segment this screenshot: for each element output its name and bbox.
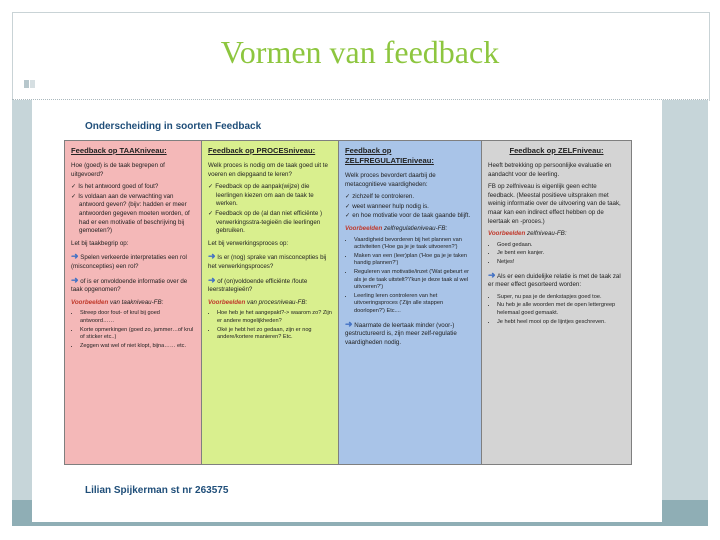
examples-title: Voorbeelden van procesniveau-FB: xyxy=(208,298,308,306)
column-intro-2: FB op zelfniveau is eigenlijk geen echte feedback. (Meestal positieve uitspraken met weinig informatie over de uitvoering van de taak, maar kan een indirect effect hebben op de leertaak en -proces.) xyxy=(488,183,621,225)
right-arrow-icon: ➜ xyxy=(345,318,353,329)
arrow-item: ➜ Spelen verkeerde interpretaties een rol (misconcepties) een rol? xyxy=(71,251,187,270)
column-note: Let bij verwerkingsproces op: xyxy=(208,239,289,247)
right-arrow-icon: ➜ xyxy=(71,251,79,262)
arrow-item: ➜ Is er (nog) sprake van misconcepties bij het verwerkingsproces? xyxy=(208,251,327,270)
list-item: • Streep door fout- of krul bij goed antwoord…… xyxy=(80,310,195,325)
column-intro: Welk proces bevordert daarbij de metacognitieve vaardigheden: xyxy=(345,172,436,188)
column-intro: Heeft betrekking op persoonlijke evaluatie en aandacht voor de leerling. xyxy=(488,162,612,178)
list-item: • Reguleren van motivatie/inzet ('Wat gebeurt er als je de taak uitstelt?'/'kun je deze taak al wel uitvoeren?') xyxy=(354,269,475,292)
column-taakniveau xyxy=(65,141,202,464)
list-item: • Netjes! xyxy=(497,259,625,267)
check-list xyxy=(345,193,475,221)
list-item: ✓ zichzelf te controleren. xyxy=(353,193,475,202)
right-arrow-icon: ➜ xyxy=(208,274,216,285)
list-item: • Nu heb je alle woorden met de open lettergreep helemaal goed gemaakt. xyxy=(497,302,625,317)
list-item: • Oké je hebt het zo gedaan, zijn er nog andere/kortere manieren? Etc. xyxy=(217,327,332,342)
arrow-item: ➜ of is er onvoldoende informatie over de taak opgenomen? xyxy=(71,274,188,294)
right-arrow-icon: ➜ xyxy=(208,251,216,262)
examples-title: Voorbeelden zelfniveau-FB: xyxy=(488,230,567,238)
arrow-item: ➜ Naarmate de leertaak minder (voor-) gestructureerd is, zijn meer zelf-regulatie vaardigheden nodig. xyxy=(345,318,457,346)
slide-footer: Lilian Spijkerman st nr 263575 xyxy=(85,485,229,496)
column-intro: Welk proces is nodig om de taak goed uit te voeren en diepgaand te leren? xyxy=(208,162,328,178)
slide-marker-icon xyxy=(30,80,35,88)
check-list xyxy=(71,183,195,236)
column-heading: Feedback op PROCESniveau: xyxy=(208,146,316,155)
list-item: ✓ en hoe motivatie voor de taak gaande blijft. xyxy=(353,212,475,221)
examples-list xyxy=(208,310,332,341)
list-item: • Je hebt heel mooi op de lijntjes geschreven. xyxy=(497,319,625,327)
list-item: • Vaardigheid bevorderen bij het plannen van activiteiten ('Hoe ga je je taak uitvoeren?') xyxy=(354,237,475,252)
slide-title: Vormen van feedback xyxy=(220,34,500,70)
column-heading: Feedback op ZELFREGULATIEniveau: xyxy=(345,146,434,165)
column-note: Let bij taakbegrip op: xyxy=(71,239,129,247)
list-item: ✓ Feedback op de aanpak(wijze) die leerlingen kiezen om aan de taak te werken. xyxy=(216,183,332,209)
arrow-item: ➜ Als er een duidelijke relatie is met de taak zal er meer effect gesorteerd worden: xyxy=(488,269,621,289)
feedback-table xyxy=(64,140,632,465)
examples-title: Voorbeelden van taakniveau-FB: xyxy=(71,298,164,306)
slide-marker-icon xyxy=(24,80,29,88)
right-band xyxy=(662,100,708,526)
list-item: • Zeggen wat wel of niet klopt, bijna…… etc. xyxy=(80,343,195,351)
column-zelfniveau xyxy=(482,141,631,464)
column-procesniveau xyxy=(202,141,339,464)
list-item: • Goed gedaan. xyxy=(497,242,625,250)
list-item: • Je bent een kanjer. xyxy=(497,250,625,258)
examples-list-2 xyxy=(488,294,625,326)
right-arrow-icon: ➜ xyxy=(71,274,79,285)
list-item: • Super, nu pas je de denkstapjes goed toe. xyxy=(497,294,625,302)
arrow-item: ➜ of (on)voldoende efficiënte /foute leerstrategieën? xyxy=(208,274,308,294)
list-item: • Leerling leren controleren van het uitvoeringsproces ('Zijn alle stappen doorlopen?') Etc.... xyxy=(354,293,475,316)
examples-list xyxy=(488,242,625,267)
list-item: • Maken van een (leer)plan ('Hoe ga je je taken handig plannen?') xyxy=(354,253,475,268)
panel-heading: Onderscheiding in soorten Feedback xyxy=(85,121,262,132)
list-item: ✓ Feedback op de (al dan niet efficiënte ) verwerkingsstra-tegieën die leerlingen gebruiken. xyxy=(216,210,332,236)
list-item: ✓ Is voldaan aan de verwachting van antwoord geven? (bijv: hadden er meer antwoorden gegeven moeten worden, of had er een motivatie of beschrijving bij gemoeten?) xyxy=(79,193,195,236)
list-item: ✓ weet wanneer hulp nodig is. xyxy=(353,203,475,212)
list-item: • Korte opmerkingen (goed zo, jammer…of krul of sticker etc..) xyxy=(80,327,195,342)
examples-list xyxy=(345,237,475,316)
column-heading: Feedback op TAAKniveau: xyxy=(71,146,167,155)
column-zelfregulatieniveau xyxy=(339,141,482,464)
list-item: ✓ Is het antwoord goed of fout? xyxy=(79,183,195,192)
examples-title: Voorbeelden zelfregulatieniveau-FB: xyxy=(345,224,448,232)
left-band xyxy=(12,100,32,526)
examples-list xyxy=(71,310,195,350)
list-item: • Hoe heb je het aangepakt?-> waarom zo? Zijn er andere mogelijkheden? xyxy=(217,310,332,325)
title-divider xyxy=(12,99,708,100)
check-list xyxy=(208,183,332,236)
column-heading: Feedback op ZELFniveau: xyxy=(509,146,604,155)
right-arrow-icon: ➜ xyxy=(488,269,496,280)
column-intro: Hoe (goed) is de taak begrepen of uitgevoerd? xyxy=(71,162,165,178)
